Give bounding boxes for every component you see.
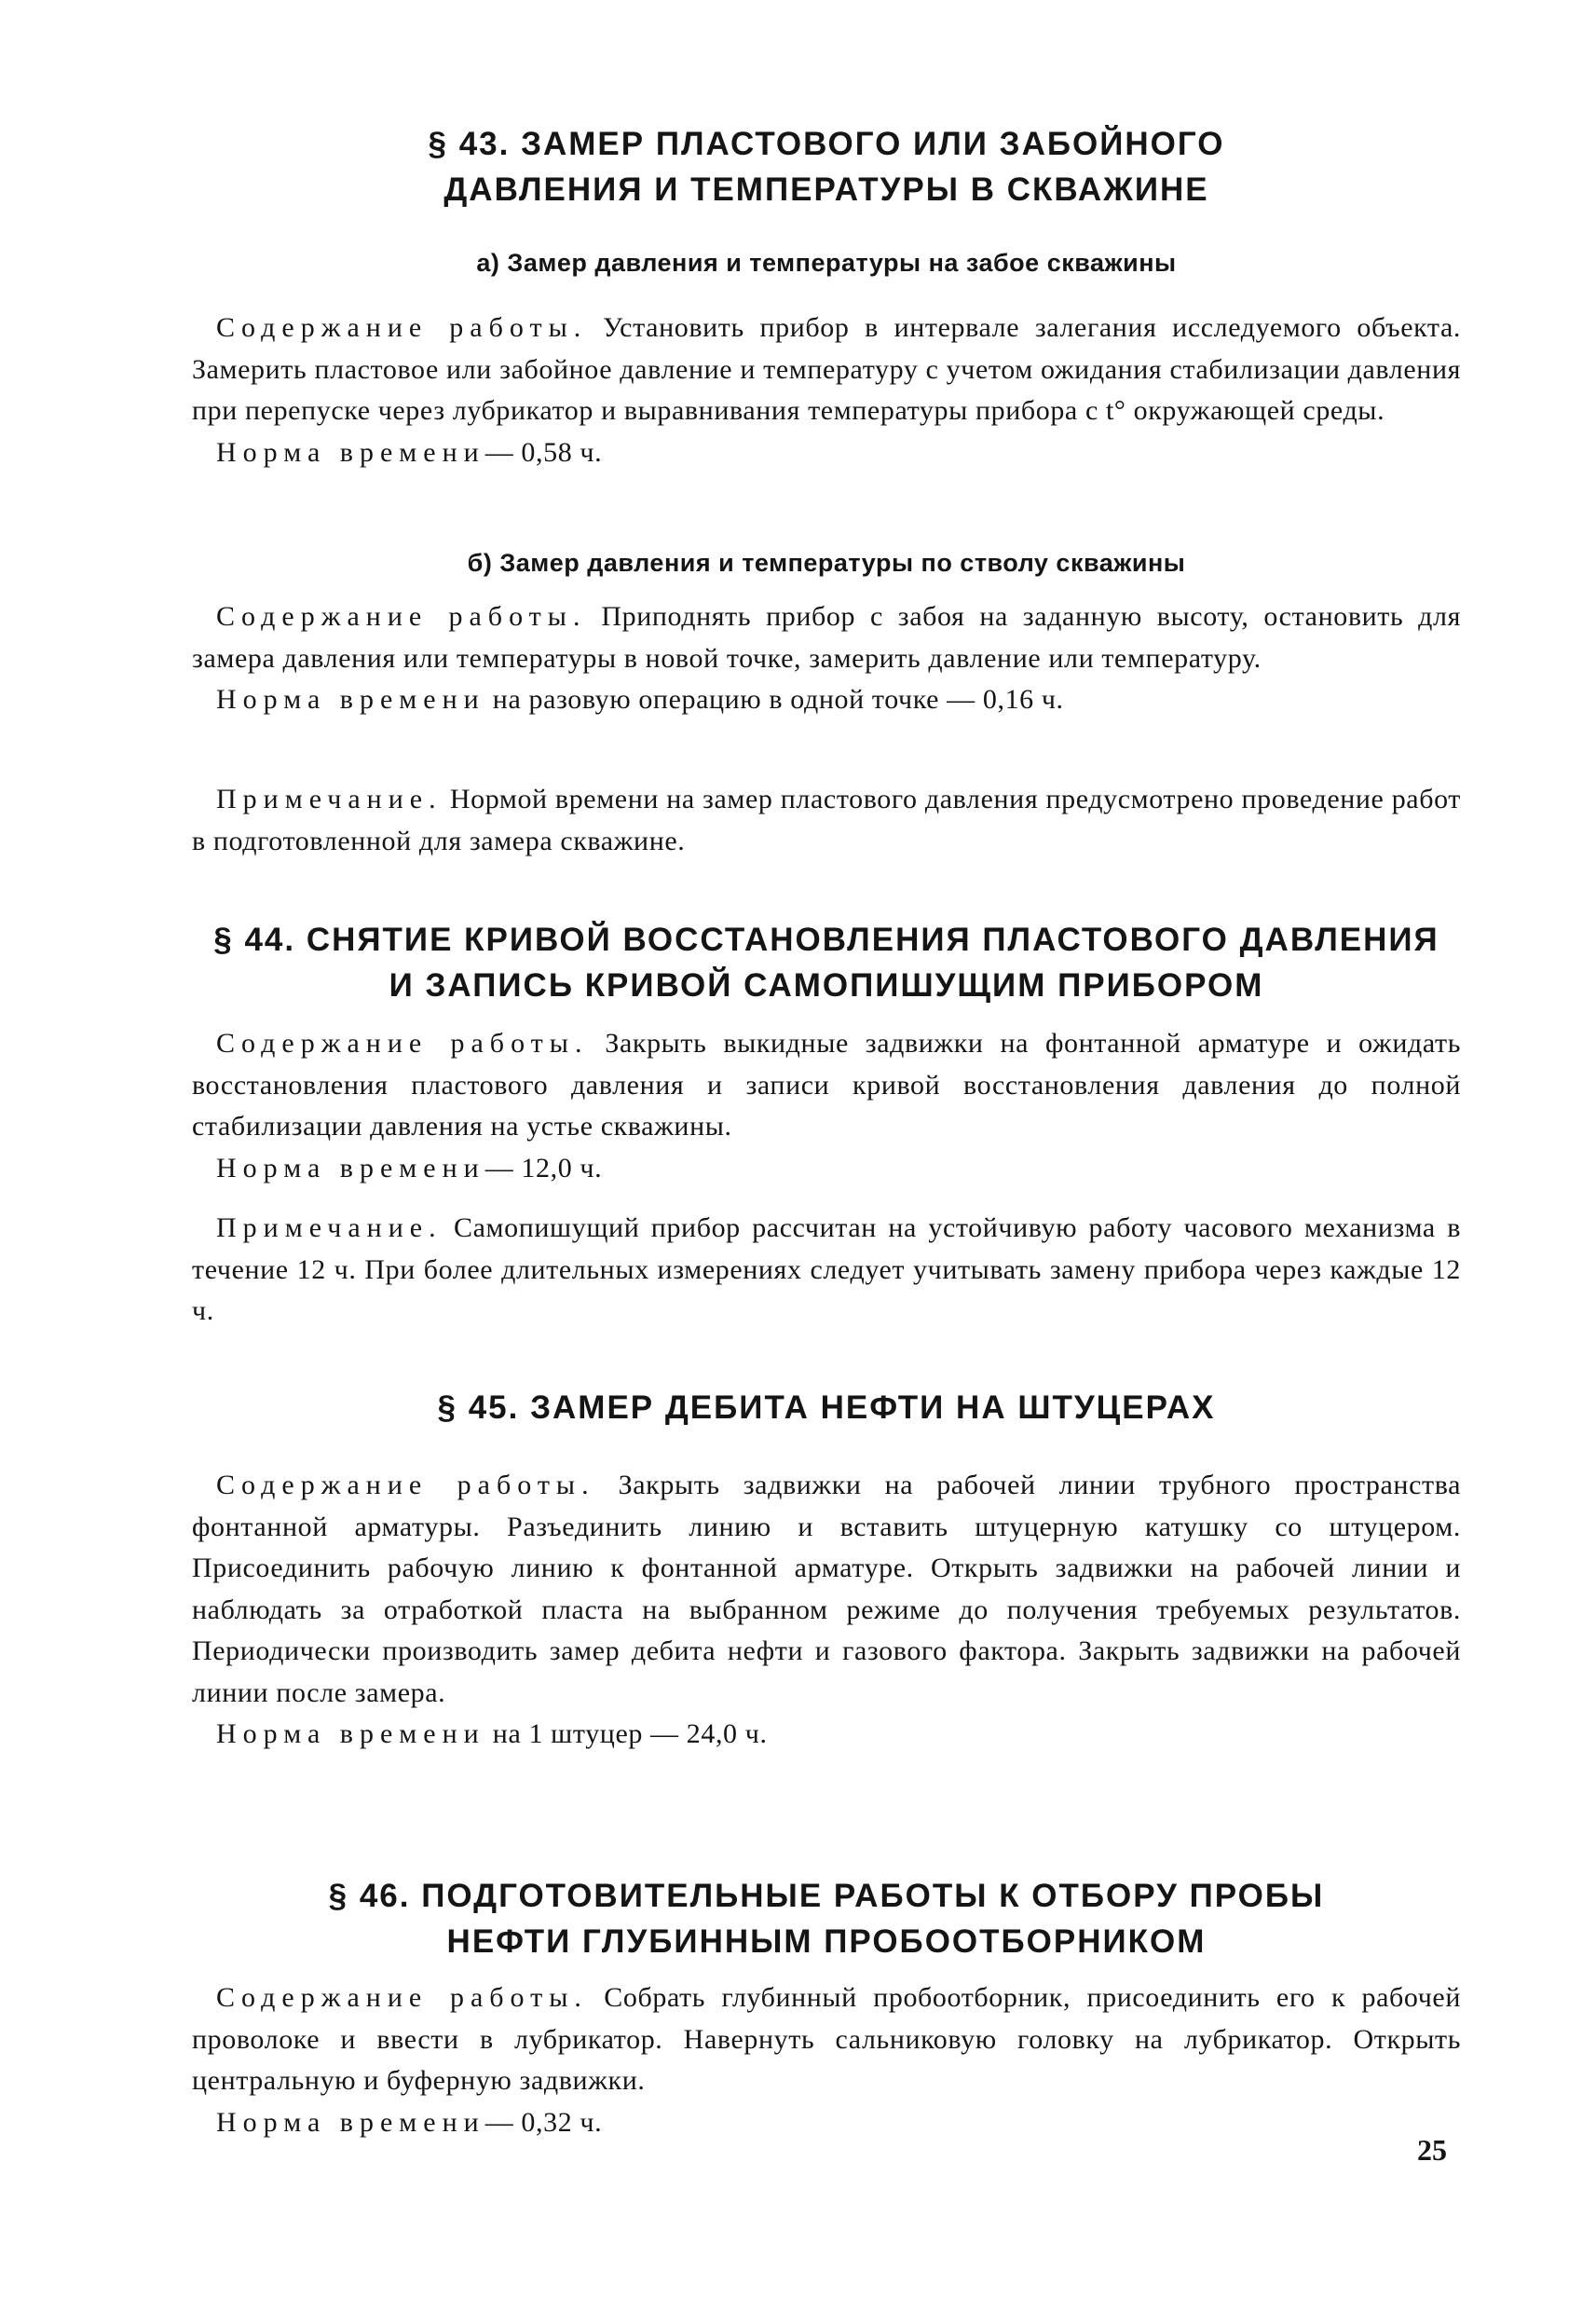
content-text: Закрыть выкидные задвижки на фонтанной арматуре и ожидать восстановления пластового давления и записи кривой восстановления давления до полной стабилизации давления на устье скважины. (192, 1028, 1461, 1142)
section-44-content (192, 1023, 1461, 1148)
section-44-heading-line2: И ЗАПИСЬ КРИВОЙ САМОПИШУЩИМ ПРИБОРОМ (389, 967, 1264, 1004)
norm-text: — 0,32 ч. (484, 2106, 603, 2138)
section-45-body (192, 1465, 1461, 1756)
norm-text: — 0,58 ч. (484, 436, 603, 468)
norm-lead: Норма времени (216, 1718, 485, 1749)
section-44-note (192, 1208, 1461, 1333)
content-lead: Содержание работы. (216, 1470, 595, 1500)
section-43b-body (192, 596, 1461, 721)
section-46-body (192, 1977, 1461, 2143)
section-45-norm (192, 1714, 1461, 1756)
section-43b-content (192, 596, 1461, 679)
norm-lead: Норма времени (216, 684, 485, 715)
section-44-body (192, 1023, 1461, 1189)
content-lead: Содержание работы. (216, 312, 588, 343)
section-44-note-text (192, 1208, 1461, 1333)
section-46-content (192, 1977, 1461, 2102)
section-46-heading-line2: НЕФТИ ГЛУБИННЫМ ПРОБООТБОРНИКОМ (446, 1923, 1207, 1960)
note-text: Нормой времени на замер пластового давления предусмотрено проведение работ в подготовленной для замера скважине. (192, 784, 1461, 856)
section-43b (192, 544, 1461, 581)
section-46-norm (192, 2102, 1461, 2144)
content-lead: Содержание работы. (216, 1982, 588, 2013)
section-43-note (192, 779, 1461, 862)
section-43a-title: а) Замер давления и температуры на забое скважины (476, 249, 1177, 277)
content-lead: Содержание работы. (216, 1028, 589, 1059)
norm-lead: Норма времени (216, 2106, 485, 2138)
section-43a-norm (192, 432, 1461, 474)
section-43-note-text (192, 779, 1461, 862)
section-45-content (192, 1465, 1461, 1714)
norm-lead: Норма времени (216, 436, 485, 468)
section-44-norm (192, 1148, 1461, 1190)
content-text: Приподнять прибор с забоя на заданную высоту, остановить для замера давления или температуры в новой точке, замерить давление или температуру. (192, 601, 1461, 674)
section-46-heading-line1: § 46. ПОДГОТОВИТЕЛЬНЫЕ РАБОТЫ К ОТБОРУ ПРОБЫ (328, 1878, 1325, 1914)
section-44-heading-line1: § 44. СНЯТИЕ КРИВОЙ ВОССТАНОВЛЕНИЯ ПЛАСТОВОГО ДАВЛЕНИЯ (213, 922, 1439, 958)
section-43-heading-line2: ДАВЛЕНИЯ И ТЕМПЕРАТУРЫ В СКВАЖИНЕ (443, 171, 1209, 208)
norm-text: на 1 штуцер — 24,0 ч. (484, 1718, 768, 1749)
norm-text: — 12,0 ч. (484, 1152, 603, 1183)
page-number: 25 (1417, 2133, 1447, 2167)
section-43a (192, 244, 1461, 281)
section-45 (192, 1385, 1461, 1430)
note-lead: Примечание. (216, 784, 443, 814)
section-43b-norm (192, 679, 1461, 721)
note-lead: Примечание. (216, 1212, 443, 1243)
section-43 (192, 121, 1461, 212)
section-43b-title: б) Замер давления и температуры по стволу скважины (467, 549, 1186, 577)
norm-text: на разовую операцию в одной точке — 0,16 ч. (484, 684, 1064, 715)
content-text: Закрыть задвижки на рабочей линии трубного пространства фонтанной арматуры. Разъединить линию и вставить штуцерную катушку со штуцером. Присоединить рабочую линию к фонтанной арматуре. Открыть задвижки на рабочей линии и наблюдать за отработкой пласта на выбранном режиме до получения требуемых результатов. Периодически производить замер дебита нефти и газового фактора. Закрыть задвижки на рабочей линии после замера. (192, 1470, 1461, 1708)
section-44 (192, 917, 1461, 1008)
note-text: Самопишущий прибор рассчитан на устойчивую работу часового механизма в течение 12 ч. При более длительных измерениях следует учитывать замену прибора через каждые 12 ч. (192, 1212, 1461, 1326)
section-43-heading-line1: § 43. ЗАМЕР ПЛАСТОВОГО ИЛИ ЗАБОЙНОГО (428, 126, 1225, 162)
section-46 (192, 1873, 1461, 1964)
content-text: Собрать глубинный пробоотборник, присоединить его к рабочей проволоке и ввести в лубрикатор. Навернуть сальниковую головку на лубрикатор. Открыть центральную и буферную задвижки. (192, 1982, 1461, 2096)
section-43a-body (192, 308, 1461, 473)
section-43a-content (192, 308, 1461, 432)
content-lead: Содержание работы. (216, 601, 587, 632)
norm-lead: Норма времени (216, 1152, 485, 1183)
content-text: Установить прибор в интервале залегания исследуемого объекта. Замерить пластовое или забойное давление и температуру с учетом ожидания стабилизации давления при перепуске через лубрикатор и выравнивания температуры прибора с t° окружающей среды. (192, 312, 1461, 426)
section-45-heading: § 45. ЗАМЕР ДЕБИТА НЕФТИ НА ШТУЦЕРАХ (437, 1389, 1216, 1426)
